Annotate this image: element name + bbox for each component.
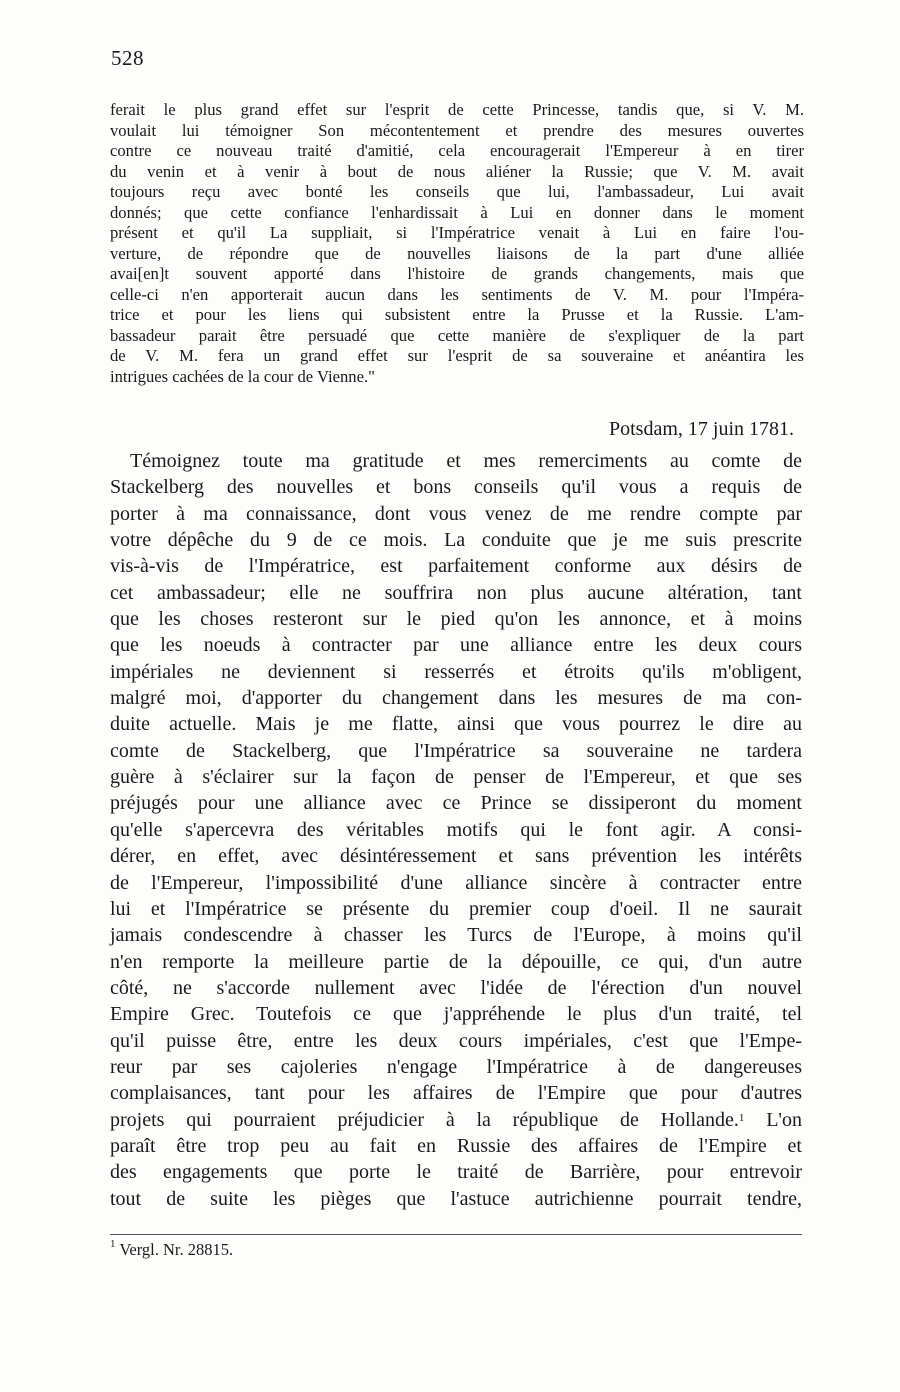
body-line: tout de suite les pièges que l'astuce autrichienne pourrait tendre, [110, 1187, 802, 1210]
body-line: que les choses resteront sur le pied qu'on les annonce, et à moins [110, 608, 802, 631]
body-line: jamais condescendre à chasser les Turcs de l'Europe, à moins qu'il [110, 924, 802, 947]
quote-line: avai[en]t souvent apporté dans l'histoire de grands changements, mais que [110, 264, 804, 283]
body-line: qu'il puisse être, entre les deux cours impériales, c'est que l'Empe- [110, 1029, 802, 1052]
body-line: qu'elle s'apercevra des véritables motifs qui le font agir. A consi- [110, 818, 802, 841]
quote-line: présent et qu'il La suppliait, si l'Impératrice venait à Lui en faire l'ou- [110, 223, 804, 242]
body-line-with-footnote [110, 1107, 802, 1133]
body-line-text: projets qui pourraient préjudicier à la république de Hollande. [110, 1108, 739, 1131]
body-line: duite actuelle. Mais je me flatte, ainsi que vous pourrez le dire au [110, 713, 802, 736]
quote-line: verture, de répondre que de nouvelles liaisons de la part d'une alliée [110, 243, 804, 263]
quote-line: trice et pour les liens qui subsistent entre la Prusse et la Russie. L'am- [110, 305, 804, 324]
footnote-marker: 1 [110, 1238, 116, 1250]
footnote-text: Vergl. Nr. 28815. [119, 1240, 234, 1259]
body-line: porter à ma connaissance, dont vous venez de me rendre compte par [110, 502, 802, 525]
page-number: 528 [111, 46, 144, 70]
body-line: lui et l'Impératrice se présente du premier coup d'oeil. Il ne saurait [110, 897, 802, 920]
footnote-reference: 1 [738, 1111, 745, 1124]
body-line: Stackelberg des nouvelles et bons conseils qu'il vous a requis de [110, 476, 802, 499]
footnote [110, 1240, 233, 1260]
letter-body-text [110, 448, 802, 1212]
body-line: Témoignez toute ma gratitude et mes remerciments au comte de [130, 450, 802, 472]
quote-line: voulait lui témoigner Son mécontentement et prendre des mesures ouvertes [110, 120, 804, 140]
quote-line: contre ce nouveau traité d'amitié, cela encouragerait l'Empereur à en tirer [110, 141, 804, 160]
footnote-divider [110, 1234, 802, 1235]
quote-line: bassadeur parait être persuadé que cette manière de s'expliquer de la part [110, 325, 804, 345]
quote-line: de V. M. fera un grand effet sur l'esprit de sa souveraine et anéantira les [110, 346, 804, 365]
body-line: Empire Grec. Toutefois ce que j'appréhende le plus d'un traité, tel [110, 1003, 802, 1026]
body-line: comte de Stackelberg, que l'Impératrice sa souveraine ne tardera [110, 739, 802, 762]
body-line: vis-à-vis de l'Impératrice, est parfaitement conforme aux désirs de [110, 555, 802, 578]
quote-line: intrigues cachées de la cour de Vienne." [110, 366, 375, 386]
body-line: guère à s'éclairer sur la façon de penser de l'Empereur, et que ses [110, 766, 802, 789]
quote-line: celle-ci n'en apporterait aucun dans les sentiments de V. M. pour l'Impéra- [110, 284, 804, 304]
body-line: dérer, en effet, avec désintéressement et sans prévention les intérêts [110, 845, 802, 868]
body-line: n'en remporte la meilleure partie de la dépouille, ce qui, d'un autre [110, 950, 802, 973]
body-line: côté, ne s'accorde nullement avec l'idée de l'érection d'un nouvel [110, 976, 802, 999]
body-line: cet ambassadeur; elle ne souffrira non plus aucune altération, tant [110, 581, 802, 604]
dateline: Potsdam, 17 juin 1781. [608, 418, 794, 440]
body-line: impériales ne deviennent si resserrés et étroits qu'ils m'obligent, [110, 660, 802, 683]
body-line-tail: L'on [766, 1108, 803, 1131]
body-line: malgré moi, d'apporter du changement dans les mesures de ma con- [110, 687, 802, 710]
quote-line: du venin et à venir à bout de nous aliéner la Russie; que V. M. avait [110, 161, 804, 181]
body-line: paraît être trop peu au fait en Russie des affaires de l'Empire et [110, 1134, 802, 1157]
body-line: reur par ses cajoleries n'engage l'Impératrice à de dangereuses [110, 1055, 802, 1078]
body-line: complaisances, tant pour les affaires de l'Empire que pour d'autres [110, 1082, 802, 1105]
quote-line: toujours reçu avec bonté les conseils que lui, l'ambassadeur, Lui avait [110, 182, 804, 201]
body-line: des engagements que porte le traité de Barrière, pour entrevoir [110, 1161, 802, 1184]
quoted-dispatch-text [110, 100, 804, 387]
body-line: préjugés pour une alliance avec ce Prince se dissiperont du moment [110, 792, 802, 815]
body-line: de l'Empereur, l'impossibilité d'une alliance sincère à contracter entre [110, 871, 802, 894]
body-line: votre dépêche du 9 de ce mois. La conduite que je me suis prescrite [110, 529, 802, 552]
body-line: que les noeuds à contracter par une alliance entre les deux cours [110, 634, 802, 657]
quote-line: ferait le plus grand effet sur l'esprit de cette Princesse, tandis que, si V. M. [110, 100, 804, 119]
quote-line: donnés; que cette confiance l'enhardissait à Lui en donner dans le moment [110, 202, 804, 222]
